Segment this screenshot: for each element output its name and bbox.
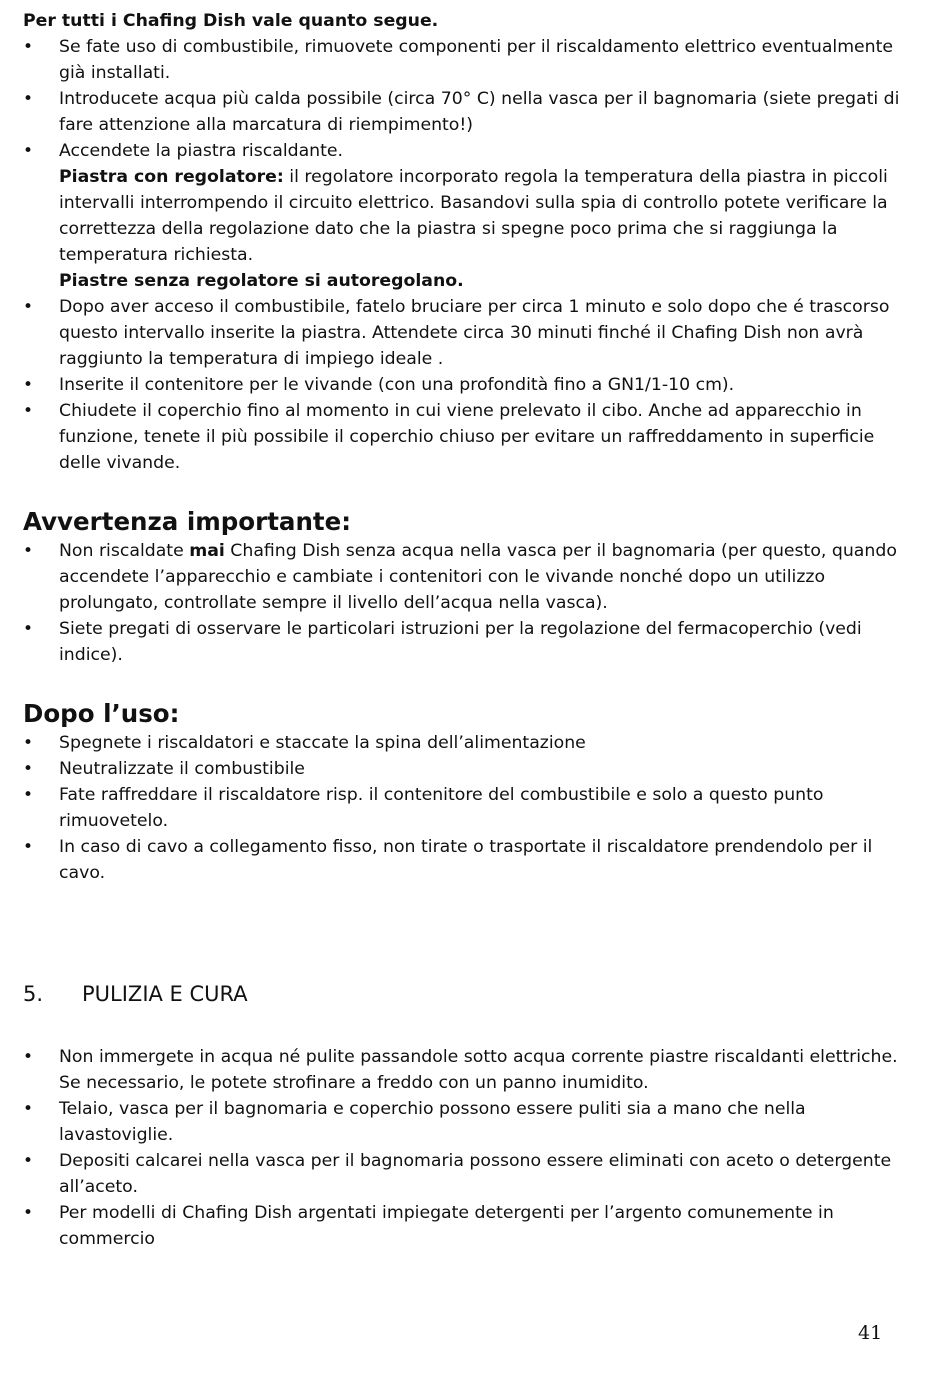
chapter-heading xyxy=(23,980,903,1008)
chapter-number: 5. xyxy=(23,982,44,1006)
list-item: • Non riscaldate mai Chafing Dish senza acqua nella vasca per il bagnomaria (per questo, quando accendete l’apparecchio e cambiate i contenitori con le vivande nonché dopo un utilizzo prolungato, controllate sempre il livello dell’acqua nella vasca). xyxy=(23,538,903,616)
list-item: • Introducete acqua più calda possibile (circa 70° C) nella vasca per il bagnomaria (siete pregati di fare attenzione alla marcatura di riempimento!) xyxy=(23,86,903,138)
cleaning-list xyxy=(23,1044,903,1252)
after-use-list xyxy=(23,730,903,886)
manual-page xyxy=(23,8,903,1252)
list-item: • Per modelli di Chafing Dish argentati impiegate detergenti per l’argento comunemente in commercio xyxy=(23,1200,903,1252)
list-item: • Depositi calcarei nella vasca per il bagnomaria possono essere eliminati con aceto o detergente all’aceto. xyxy=(23,1148,903,1200)
list-item: • Accendete la piastra riscaldante. Piastra con regolatore: il regolatore incorporato regola la temperatura della piastra in piccoli intervalli interrompendo il circuito elettrico. Basandovi sulla spia di controllo potete verificare la correttezza della regolazione dato che la piastra si spegne poco prima che si raggiunga la temperatura richiesta. Piastre senza regolatore si autoregolano. xyxy=(23,138,903,294)
list-item: • Inserite il contenitore per le vivande (con una profondità fino a GN1/1-10 cm). xyxy=(23,372,903,398)
no-regulator-note: Piastre senza regolatore si autoregolano. xyxy=(59,271,464,291)
intro-heading: Per tutti i Chafing Dish vale quanto segue. xyxy=(23,11,439,31)
chapter-title: PULIZIA E CURA xyxy=(82,982,248,1006)
list-item: • Chiudete il coperchio fino al momento in cui viene prelevato il cibo. Anche ad apparecchio in funzione, tenete il più possibile il coperchio chiuso per evitare un raffreddamento in superficie delle vivande. xyxy=(23,398,903,476)
list-item: • Se fate uso di combustibile, rimuovete componenti per il riscaldamento elettrico eventualmente già installati. xyxy=(23,34,903,86)
list-item: • Spegnete i riscaldatori e staccate la spina dell’alimentazione xyxy=(23,730,903,756)
usage-list xyxy=(23,34,903,476)
list-item: • Neutralizzate il combustibile xyxy=(23,756,903,782)
warning-heading: Avvertenza importante: xyxy=(23,507,352,536)
list-item: • Telaio, vasca per il bagnomaria e coperchio possono essere puliti sia a mano che nella lavastoviglie. xyxy=(23,1096,903,1148)
list-item: • Siete pregati di osservare le particolari istruzioni per la regolazione del fermacoperchio (vedi indice). xyxy=(23,616,903,668)
after-use-heading: Dopo l’uso: xyxy=(23,699,180,728)
list-item: • In caso di cavo a collegamento fisso, non tirate o trasportate il riscaldatore prendendolo per il cavo. xyxy=(23,834,903,886)
regulator-note: Piastra con regolatore: il regolatore incorporato regola la temperatura della piastra in piccoli intervalli interrompendo il circuito elettrico. Basandovi sulla spia di controllo potete verificare la correttezza della regolazione dato che la piastra si spegne poco prima che si raggiunga la temperatura richiesta. xyxy=(59,167,888,265)
list-item: • Non immergete in acqua né pulite passandole sotto acqua corrente piastre riscaldanti elettriche. Se necessario, le potete strofinare a freddo con un panno inumidito. xyxy=(23,1044,903,1096)
page-number: 41 xyxy=(858,1322,883,1344)
warning-list xyxy=(23,538,903,668)
list-item: • Dopo aver acceso il combustibile, fatelo bruciare per circa 1 minuto e solo dopo che é trascorso questo intervallo inserite la piastra. Attendete circa 30 minuti finché il Chafing Dish non avrà raggiunto la temperatura di impiego ideale . xyxy=(23,294,903,372)
list-item: • Fate raffreddare il riscaldatore risp. il contenitore del combustibile e solo a questo punto rimuovetelo. xyxy=(23,782,903,834)
